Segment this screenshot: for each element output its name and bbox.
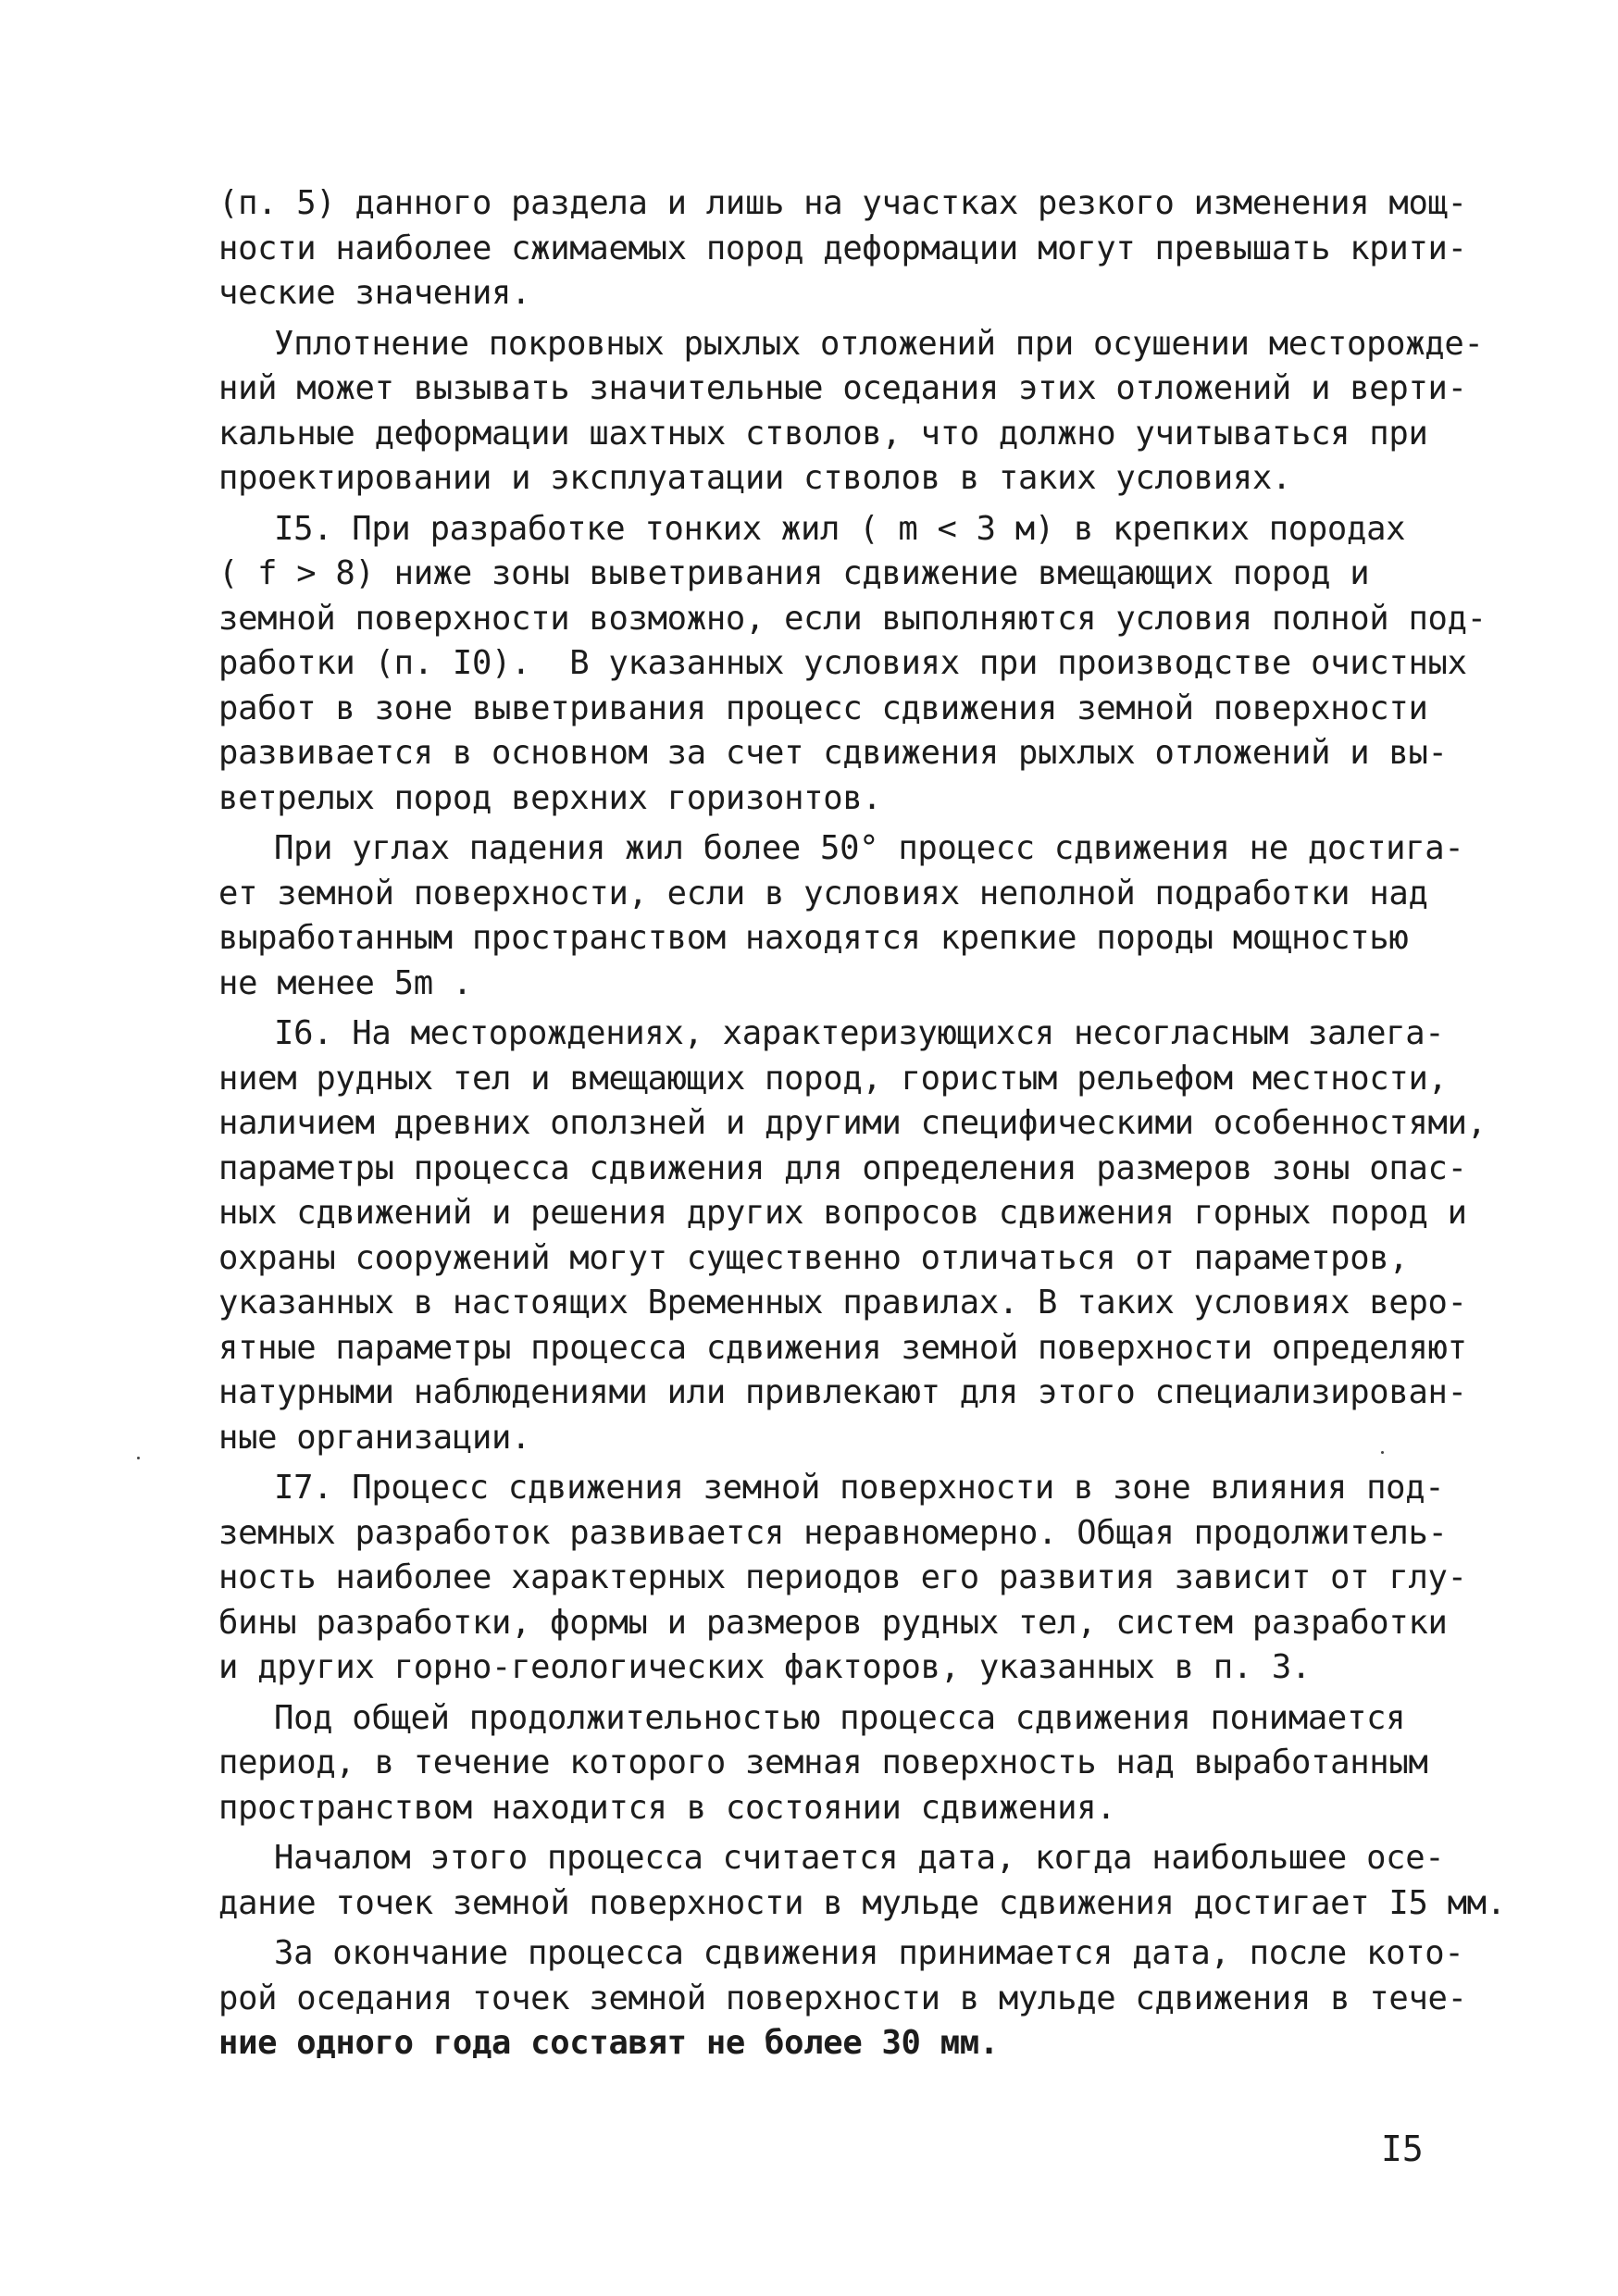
paragraph-clause-17 — [218, 1466, 1467, 1691]
text-line: натурными наблюдениями или привлекают для этого специализирован- — [218, 1373, 1467, 1411]
text-line: ятные параметры процесса сдвижения земной поверхности определяют — [218, 1328, 1467, 1367]
text-line: параметры процесса сдвижения для определения размеров зоны опас- — [218, 1148, 1467, 1187]
text-line: земных разработок развивается неравномерно. Общая продолжитель- — [218, 1513, 1448, 1552]
text-line: I6. На месторождениях, характеризующихся несогласным залега- — [274, 1014, 1445, 1052]
paragraph-clause-16 — [218, 1011, 1487, 1460]
text-line: Уплотнение покровных рыхлых отложений при осушении месторожде- — [274, 324, 1484, 363]
text-line: не менее 5m . — [218, 963, 472, 1002]
text-line: кальные деформации шахтных стволов, что должно учитываться при — [218, 414, 1428, 453]
text-line: охраны сооружений могут существенно отличаться от параметров, — [218, 1238, 1409, 1277]
paragraph-9 — [218, 1931, 1467, 2066]
paragraph-2 — [218, 322, 1484, 502]
text-line: ности наиболее сжимаемых пород деформации могут превышать крити- — [218, 229, 1467, 267]
text-line: I7. Процесс сдвижения земной поверхности в зоне влияния под- — [274, 1469, 1445, 1507]
scan-speck — [1381, 1451, 1384, 1454]
text-line: дание точек земной поверхности в мульде сдвижения достигает I5 мм. — [218, 1883, 1506, 1922]
text-line: указанных в настоящих Временных правилах. В таких условиях веро- — [218, 1284, 1467, 1322]
text-line: рой оседания точек земной поверхности в мульде сдвижения в тече- — [218, 1979, 1467, 2017]
text-line: ний может вызывать значительные оседания этих отложений и верти- — [218, 369, 1467, 407]
text-line: работ в зоне выветривания процесс сдвижения земной поверхности — [218, 689, 1428, 727]
text-line: Под общей продолжительностью процесса сдвижения понимается — [274, 1698, 1406, 1737]
text-line: ветрелых пород верхних горизонтов. — [218, 778, 882, 817]
text-line: пространством находится в состоянии сдвижения. — [218, 1788, 1116, 1827]
text-line: ность наиболее характерных периодов его развития зависит от глу- — [218, 1558, 1467, 1596]
paragraph-1 — [218, 181, 1467, 316]
text-line: ные организации. — [218, 1418, 531, 1457]
text-line: проектировании и эксплуатации стволов в таких условиях. — [218, 459, 1292, 497]
text-line: I5. При разработке тонких жил ( m < 3 м) в крепких породах — [274, 509, 1406, 548]
paragraph-4 — [218, 826, 1464, 1006]
text-line: земной поверхности возможно, если выполняются условия полной под- — [218, 599, 1487, 638]
text-line: ет земной поверхности, если в условиях неполной подработки над — [218, 874, 1428, 912]
text-line: При углах падения жил более 50° процесс сдвижения не достига- — [274, 829, 1464, 867]
text-line: развивается в основном за счет сдвижения рыхлых отложений и вы- — [218, 734, 1448, 772]
scan-speck — [137, 1457, 140, 1459]
text-line: (п. 5) данного раздела и лишь на участках резкого изменения мощ- — [218, 184, 1467, 222]
text-line: ( f > 8) ниже зоны выветривания сдвижение вмещающих пород и — [218, 554, 1370, 592]
paragraph-clause-15 — [218, 507, 1487, 822]
paragraph-8 — [218, 1836, 1506, 1926]
text-line: бины разработки, формы и размеров рудных тел, систем разработки — [218, 1603, 1448, 1642]
text-line: ческие значения. — [218, 274, 531, 312]
text-line: За окончание процесса сдвижения принимается дата, после кото- — [274, 1934, 1464, 1972]
text-line: ние одного года составят не более 30 мм. — [218, 2024, 999, 2062]
text-line: нием рудных тел и вмещающих пород, гористым рельефом местности, — [218, 1059, 1448, 1098]
text-line: ных сдвижений и решения других вопросов сдвижения горных пород и — [218, 1194, 1467, 1232]
paragraph-7 — [218, 1696, 1459, 1831]
body-text — [218, 181, 1506, 2072]
text-line: и других горно-геологических факторов, указанных в п. 3. — [218, 1648, 1312, 1686]
text-line: наличием древних оползней и другими специфическими особенностями, — [218, 1104, 1487, 1142]
text-line: выработанным пространством находятся крепкие породы мощностью — [218, 919, 1409, 957]
text-line: Началом этого процесса считается дата, когда наибольшее осе- — [274, 1839, 1445, 1877]
text-line: период, в течение которого земная поверхность над выработанным — [218, 1744, 1428, 1781]
text-line: работки (п. I0). В указанных условиях при производстве очистных — [218, 644, 1467, 682]
page-number: I5 — [1381, 2128, 1424, 2169]
